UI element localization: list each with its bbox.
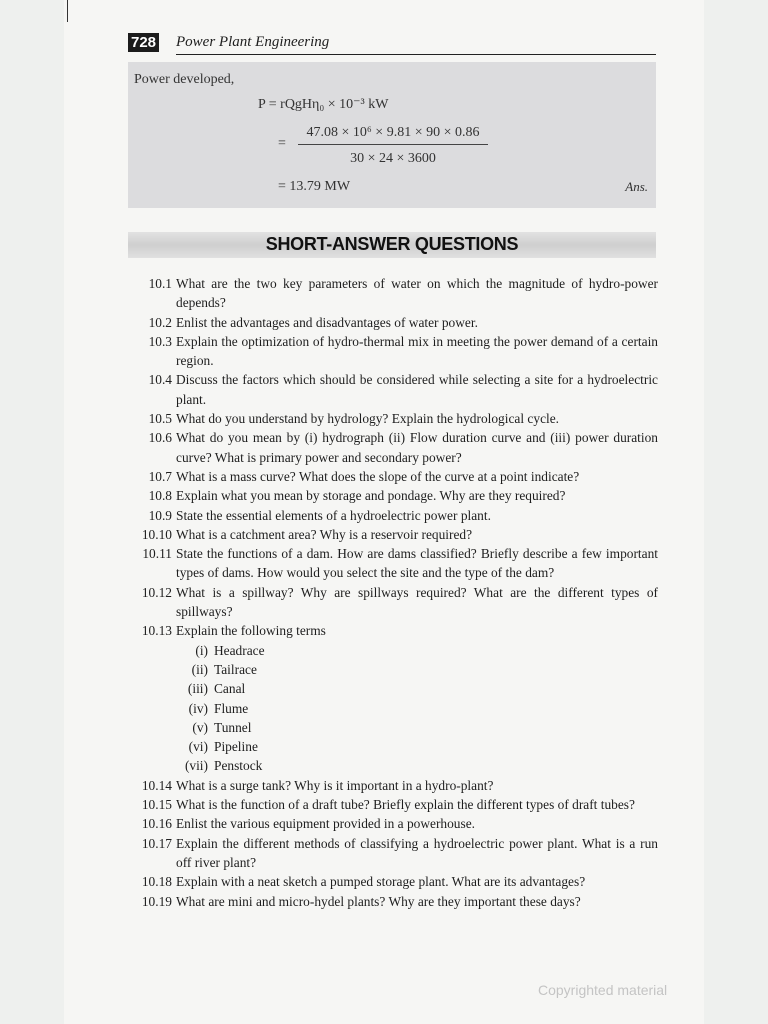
term-number: (vi): [188, 739, 208, 755]
running-title: Power Plant Engineering: [176, 34, 330, 50]
question-item: [128, 525, 658, 544]
question-text: Explain the following terms: [176, 623, 326, 639]
question-item: [128, 834, 658, 873]
section-heading-band: [128, 232, 656, 258]
question-number: 10.10: [141, 526, 172, 542]
term-item: [128, 699, 658, 718]
question-item: [128, 583, 658, 622]
question-item: [128, 776, 658, 795]
term-text: Canal: [214, 681, 246, 697]
term-number: (iii): [187, 681, 208, 697]
term-text: Penstock: [214, 758, 263, 774]
question-number: 10.16: [141, 816, 172, 832]
question-number: 10.5: [148, 411, 172, 427]
example-label: Power developed,: [134, 72, 235, 87]
term-text: Headrace: [214, 642, 265, 658]
term-text: Pipeline: [214, 739, 258, 755]
question-text: What are mini and micro-hydel plants? Why are they important these days?: [176, 893, 581, 909]
term-item: [128, 718, 658, 737]
question-number: 10.13: [141, 623, 172, 639]
term-item: [128, 660, 658, 679]
question-item: [128, 506, 658, 525]
question-text: What is the function of a draft tube? Briefly explain the different types of draft tubes?: [176, 797, 635, 813]
section-title: SHORT-ANSWER QUESTIONS: [265, 234, 519, 254]
question-number: 10.17: [141, 835, 172, 851]
question-text: Explain the different methods of classifying a hydroelectric power plant. What is a run off river plant?: [176, 835, 658, 870]
question-text: Enlist the advantages and disadvantages of water power.: [176, 314, 478, 330]
question-number: 10.14: [141, 777, 172, 793]
question-number: 10.18: [141, 874, 172, 890]
question-item: [128, 544, 658, 583]
question-item: [128, 428, 658, 467]
question-text: Enlist the various equipment provided in a powerhouse.: [176, 816, 475, 832]
answer-tag: Ans.: [625, 179, 648, 194]
term-number: (v): [192, 719, 208, 735]
copyright-watermark: Copyrighted material: [538, 982, 668, 998]
question-number: 10.4: [148, 372, 172, 388]
term-text: Tailrace: [214, 661, 257, 677]
margin-rule: [67, 0, 68, 22]
term-text: Tunnel: [214, 719, 252, 735]
question-text: What is a mass curve? What does the slope of the curve at a point indicate?: [176, 468, 580, 484]
question-item: [128, 332, 658, 371]
question-item: [128, 467, 658, 486]
question-text: What is a spillway? Why are spillways required? What are the different types of spillways?: [176, 584, 658, 620]
question-list: [128, 274, 658, 911]
term-item: [128, 737, 658, 756]
page-number: 728: [128, 33, 159, 52]
question-number: 10.3: [148, 333, 172, 349]
question-item: [128, 795, 658, 814]
question-number: 10.9: [148, 507, 172, 523]
question-text: What are the two key parameters of water on which the magnitude of hydro-power depends?: [176, 276, 658, 311]
question-number: 10.15: [141, 797, 172, 813]
term-item: [128, 756, 658, 775]
question-item: [128, 274, 658, 313]
question-number: 10.1: [148, 276, 172, 291]
term-number: (i): [195, 642, 208, 658]
question-item: [128, 892, 658, 911]
header-rule: [176, 54, 656, 55]
question-item: [128, 872, 658, 891]
question-item: [128, 313, 658, 332]
fraction-denominator: 30 × 24 × 3600: [350, 151, 436, 166]
question-text: State the essential elements of a hydroelectric power plant.: [176, 507, 491, 523]
question-item: [128, 486, 658, 505]
term-item: [128, 641, 658, 660]
question-text: Explain with a neat sketch a pumped storage plant. What are its advantages?: [176, 874, 586, 890]
question-text: Discuss the factors which should be considered while selecting a site for a hydroelectric plant.: [176, 372, 658, 407]
page-header: [128, 32, 656, 54]
worked-example-box: [128, 62, 656, 208]
term-number: (ii): [191, 661, 208, 677]
question-item: [128, 621, 658, 640]
question-text: What is a catchment area? Why is a reservoir required?: [176, 526, 473, 542]
question-text: State the functions of a dam. How are dams classified? Briefly describe a few important types of dams. How would you select the site and the type of the dam?: [176, 546, 658, 581]
question-number: 10.2: [148, 314, 172, 330]
question-number: 10.12: [141, 584, 172, 600]
question-text: What is a surge tank? Why is it important in a hydro-plant?: [176, 777, 494, 793]
question-text: Explain the optimization of hydro-thermal mix in meeting the power demand of a certain region.: [176, 333, 658, 369]
question-number: 10.11: [142, 546, 172, 562]
question-text: What do you understand by hydrology? Explain the hydrological cycle.: [176, 411, 560, 427]
result-value: = 13.79 MW: [278, 179, 351, 194]
equals-sign: =: [278, 136, 286, 151]
question-number: 10.8: [148, 488, 172, 504]
fraction-numerator: 47.08 × 10⁶ × 9.81 × 90 × 0.86: [306, 125, 480, 140]
question-item: [128, 409, 658, 428]
question-item: [128, 370, 658, 409]
question-number: 10.7: [148, 468, 172, 484]
question-number: 10.6: [148, 430, 172, 446]
question-text: What do you mean by (i) hydrograph (ii) Flow duration curve and (iii) power duration curve? What is primary power and secondary power?: [176, 430, 658, 465]
question-item: [128, 814, 658, 833]
term-text: Flume: [214, 700, 249, 716]
term-number: (iv): [188, 700, 208, 716]
question-text: Explain what you mean by storage and pondage. Why are they required?: [176, 488, 566, 504]
question-number: 10.19: [141, 893, 172, 909]
power-formula: P = rQgHη₀ × 10⁻³ kW: [258, 97, 389, 112]
term-number: (vii): [184, 758, 208, 774]
fraction-bar: [298, 144, 488, 145]
term-item: [128, 679, 658, 698]
